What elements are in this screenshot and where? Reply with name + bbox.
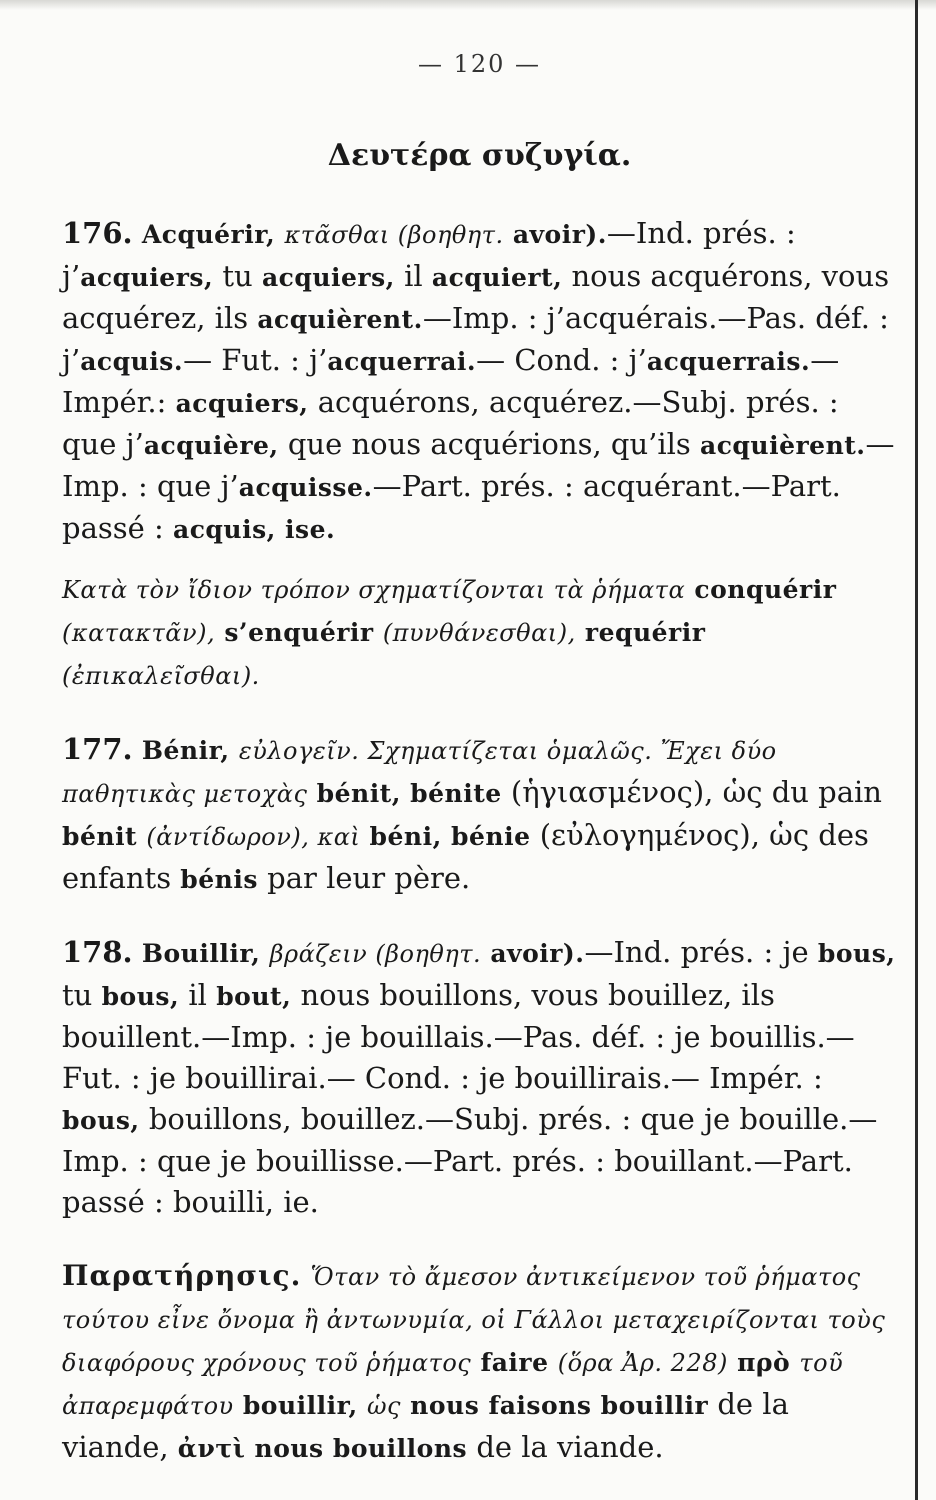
text-run: acquérons, acquérez.—Subj. prés. : que j’ <box>62 385 839 461</box>
bold-term: bous, <box>817 939 896 968</box>
text-run: nous acquérons, vous acquérez, ils <box>62 259 890 335</box>
page-number: — 120 — <box>417 50 542 78</box>
text-run: de la viande. <box>476 1430 664 1464</box>
text-run: tu <box>222 259 253 293</box>
greek-text: εὐλογεῖν. Σχηματίζεται ὁμαλῶς. Ἔχει δύο παθητικὰς μετοχὰς <box>62 737 777 808</box>
bold-term: acquière, <box>143 431 279 460</box>
greek-text: Ὅταν τὸ ἄμεσον ἀντικείμενον τοῦ ῥήματος τούτου εἶνε ὄνομα ἢ ἀντωνυμία, οἱ Γάλλοι μεταχειρίζονται τοὺς διαφόρους χρόνους τοῦ ῥήματος <box>62 1263 886 1377</box>
bold-term: bénis <box>180 865 258 894</box>
bold-term: acquis, ise. <box>173 515 336 544</box>
remark-paragraph <box>62 1255 897 1469</box>
bold-term: bous, <box>101 982 180 1011</box>
paragraph-gap <box>62 1241 897 1255</box>
page-right-edge <box>915 0 918 1500</box>
entry-number: 177. <box>62 732 133 766</box>
bold-term: acquiert, <box>431 263 563 292</box>
bold-term: acquiers, <box>175 389 309 418</box>
bold-term: acquièrent. <box>257 305 423 334</box>
bold-term: acquerrai. <box>327 347 477 376</box>
entry-number: 176. <box>62 216 133 250</box>
bold-term: conquérir <box>694 575 837 604</box>
remark-label: Παρατήρησις. <box>62 1259 302 1292</box>
verb-headword: Bénir, <box>141 736 230 765</box>
bold-term: acquis. <box>80 347 184 376</box>
text-run: — Cond. : j’ <box>476 343 647 377</box>
greek-gloss: (πυνθάνεσθαι), <box>382 619 576 647</box>
text-run: —Ind. prés. : j’ <box>62 216 796 293</box>
paragraph-177 <box>62 729 897 900</box>
bold-term: acquiers, <box>261 263 395 292</box>
bold-term: nous faisons bouillir <box>410 1391 709 1420</box>
bold-term: acquièrent. <box>700 431 866 460</box>
bold-term: avoir). <box>512 220 607 249</box>
text-run: nous bouillons, vous bouillez, ils bouillent.—Imp. : je bouillais.—Pas. déf. : je bouillis.—Fut. : je bouillirai.— Cond. : je bouillirais.— Impér. : <box>62 978 855 1095</box>
bold-term: bénit, bénite <box>316 779 502 808</box>
bold-term: bénit <box>62 822 138 851</box>
text-run: tu <box>62 978 93 1012</box>
greek-gloss: (ἀντίδωρον), καὶ <box>146 823 361 851</box>
greek-gloss: κτᾶσθαι (βοηθητ. <box>284 221 504 249</box>
text-run: que nous acquérions, qu’ils <box>287 427 691 461</box>
text-run: bouillons, bouillez.—Subj. prés. : que je bouille.—Imp. : que je bouillisse.—Part. prés. : bouillant.—Part. passé : bouilli, ie. <box>62 1102 878 1219</box>
bold-term: nous bouillons <box>254 1434 468 1463</box>
greek-text: Κατὰ τὸν ἴδιον τρόπον σχηματίζονται τὰ ῥήματα <box>62 576 686 604</box>
paragraph-176 <box>62 213 897 550</box>
paragraph-176-note <box>62 568 897 697</box>
text-run: il <box>188 978 207 1012</box>
bold-term: acquiers, <box>80 263 214 292</box>
text-run: —Imp. : j’acquérais.—Pas. déf. : j’ <box>62 301 889 377</box>
section-heading: Δευτέρα συζυγία. <box>327 138 632 173</box>
verb-headword: Acquérir, <box>141 220 276 249</box>
bold-term: béni, bénie <box>369 822 531 851</box>
greek-gloss: (ἐπικαλεῖσθαι). <box>62 662 260 690</box>
greek-text: τοῦ ἀπαρεμφάτου <box>62 1349 844 1420</box>
verb-headword: Bouillir, <box>141 939 261 968</box>
paragraph-178 <box>62 932 897 1223</box>
bold-term: ἀντὶ <box>177 1434 246 1463</box>
paragraph-gap <box>62 715 897 729</box>
greek-text: ὡς <box>366 1392 401 1420</box>
book-page <box>62 40 897 1487</box>
bold-term: requérir <box>584 618 706 647</box>
text-run: par leur père. <box>267 861 471 895</box>
text-run: —Imp. : que j’ <box>62 427 895 503</box>
bold-term: faire <box>480 1348 549 1377</box>
text-run: —Part. prés. : acquérant.—Part. passé : <box>62 469 841 545</box>
bold-term: bous, <box>62 1106 140 1135</box>
text-run: (εὐλογημένος), ὡς des enfants <box>62 818 869 895</box>
text-run: — Fut. : j’ <box>183 343 328 377</box>
bold-term: πρὸ <box>737 1348 791 1377</box>
paragraph-gap <box>62 918 897 932</box>
bold-term: avoir). <box>490 939 585 968</box>
bold-term: bout, <box>216 982 292 1011</box>
entry-number: 178. <box>62 935 133 969</box>
greek-gloss: (ὅρα Ἀρ. 228) <box>557 1349 728 1377</box>
greek-gloss: βράζειν (βοηθητ. <box>269 940 482 968</box>
text-run: —Impér.: <box>62 343 840 419</box>
greek-gloss: (κατακτᾶν), <box>62 619 216 647</box>
page-top-shadow <box>0 0 936 10</box>
text-run: de la viande, <box>62 1387 789 1464</box>
text-run: —Ind. prés. : je <box>584 935 809 969</box>
bold-term: bouillir, <box>242 1391 358 1420</box>
bold-term: acquerrais. <box>646 347 811 376</box>
bold-term: acquisse. <box>238 473 373 502</box>
text-run: (ἡγιασμένος), ὡς du pain <box>510 775 882 809</box>
bold-term: s’enquérir <box>224 618 374 647</box>
text-run: il <box>404 259 423 293</box>
